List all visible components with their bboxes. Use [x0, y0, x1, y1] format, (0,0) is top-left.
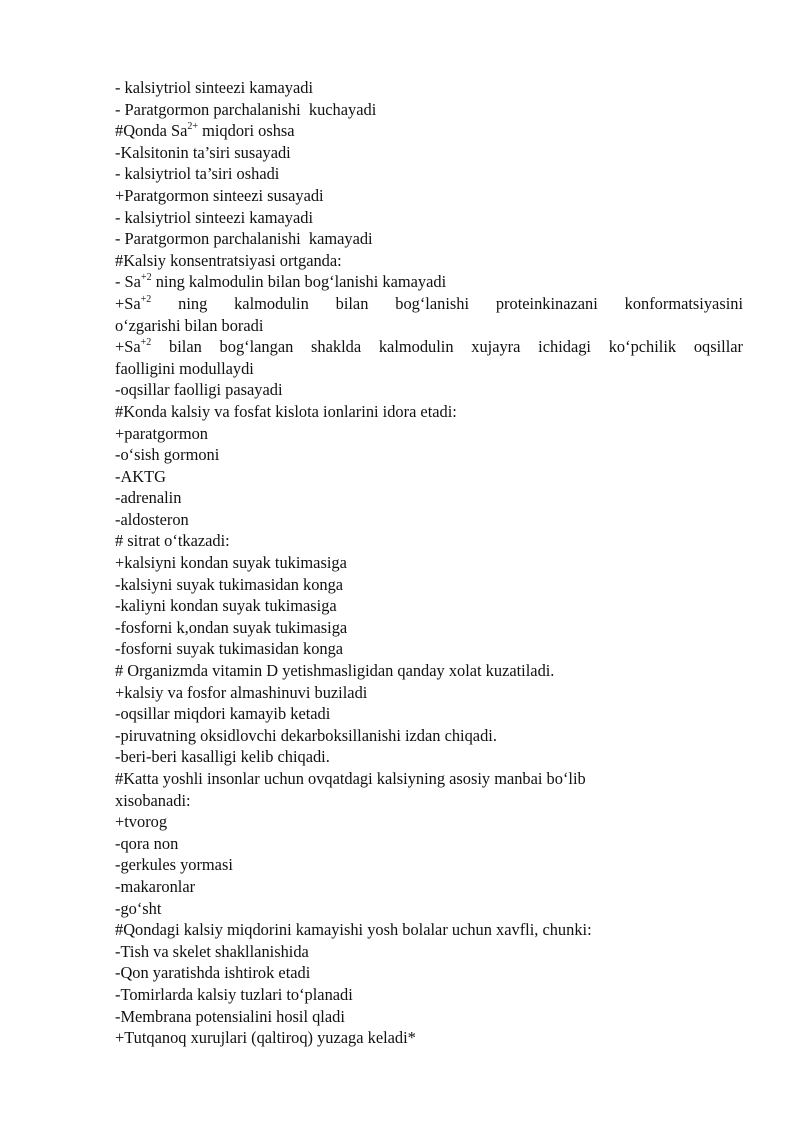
text-line: -adrenalin: [115, 488, 182, 508]
text-line: +kalsiyni kondan suyak tukimasiga: [115, 553, 347, 573]
superscript: +2: [140, 337, 152, 349]
text-line: +kalsiy va fosfor almashinuvi buziladi: [115, 682, 368, 702]
text-line: xisobanadi:: [115, 790, 191, 810]
text-line: -beri-beri kasalligi kelib chiqadi.: [115, 747, 330, 767]
line-text-start: +Sa: [115, 293, 141, 313]
text-line: +tvorog: [115, 812, 168, 832]
text-line: -kaliyni kondan suyak tukimasiga: [115, 596, 337, 616]
text-line: -gerkules yormasi: [115, 855, 233, 875]
text-line: # Organizmda vitamin D yetishmasligidan qanday xolat kuzatiladi.: [115, 661, 555, 681]
text-line: - Paratgormon parchalanishi kuchayadi: [115, 99, 377, 119]
text-line: -fosforni suyak tukimasidan konga: [115, 639, 344, 659]
superscript: +2: [140, 293, 152, 305]
text-line-with-superscript: [115, 293, 743, 315]
text-line: -qora non: [115, 833, 179, 853]
text-line: faolligini modullaydi: [115, 358, 254, 378]
text-line: -piruvatning oksidlovchi dekarboksillanishi izdan chiqadi.: [115, 725, 497, 745]
text-line-with-superscript: [115, 271, 743, 293]
text-line: +paratgormon: [115, 423, 208, 443]
text-line: #Kalsiy konsentratsiyasi ortganda:: [115, 250, 342, 270]
superscript: 2+: [187, 121, 199, 133]
text-line-with-superscript: [115, 336, 743, 358]
text-line: -oqsillar miqdori kamayib ketadi: [115, 704, 331, 724]
text-line: - Paratgormon parchalanishi kamayadi: [115, 229, 373, 249]
document-page: [115, 77, 743, 1049]
text-line: #Konda kalsiy va fosfat kislota ionlarini idora etadi:: [115, 401, 457, 421]
text-line: -AKTG: [115, 466, 166, 486]
line-text-start: - Sa: [115, 272, 141, 292]
text-line: -Kalsitonin ta’siri susayadi: [115, 142, 291, 162]
text-line: - kalsiytriol sinteezi kamayadi: [115, 78, 313, 97]
text-line: - kalsiytriol ta’siri oshadi: [115, 164, 280, 184]
text-line-with-superscript: [115, 120, 743, 142]
text-line: # sitrat o‘tkazadi:: [115, 531, 230, 551]
text-line: -aldosteron: [115, 509, 189, 529]
line-text-start: #Qonda Sa: [115, 121, 188, 141]
text-line: -Qon yaratishda ishtirok etadi: [115, 963, 311, 983]
superscript: +2: [140, 272, 152, 284]
text-line: -o‘sish gormoni: [115, 445, 220, 465]
text-line: #Katta yoshli insonlar uchun ovqatdagi kalsiyning asosiy manbai bo‘lib: [115, 769, 586, 788]
text-line: -Membrana potensialini hosil qladi: [115, 1006, 345, 1026]
text-line: +Tutqanoq xurujlari (qaltiroq) yuzaga keladi*: [115, 1028, 416, 1048]
text-line: - kalsiytriol sinteezi kamayadi: [115, 207, 313, 227]
text-line: -Tish va skelet shakllanishida: [115, 941, 309, 961]
text-line: -Tomirlarda kalsiy tuzlari to‘planadi: [115, 984, 353, 1004]
line-text-end: miqdori oshsa: [198, 121, 295, 141]
text-line: -makaronlar: [115, 876, 196, 896]
text-line: -go‘sht: [115, 898, 162, 918]
line-text-end: ning kalmodulin bilan bog‘lanishi proteinkinazani konformatsiyasini: [151, 293, 743, 313]
text-line: -fosforni k,ondan suyak tukimasiga: [115, 617, 348, 637]
text-line: o‘zgarishi bilan boradi: [115, 315, 264, 335]
text-line: -oqsillar faolligi pasayadi: [115, 380, 283, 400]
line-text-start: +Sa: [115, 337, 141, 357]
text-line: #Qondagi kalsiy miqdorini kamayishi yosh bolalar uchun xavfli, chunki:: [115, 920, 592, 940]
text-line: +Paratgormon sinteezi susayadi: [115, 185, 324, 205]
line-text-end: ning kalmodulin bilan bog‘lanishi kamayadi: [151, 272, 447, 292]
text-line: -kalsiyni suyak tukimasidan konga: [115, 574, 344, 594]
line-text-end: bilan bog‘langan shaklda kalmodulin xujayra ichidagi ko‘pchilik oqsillar: [151, 337, 743, 357]
